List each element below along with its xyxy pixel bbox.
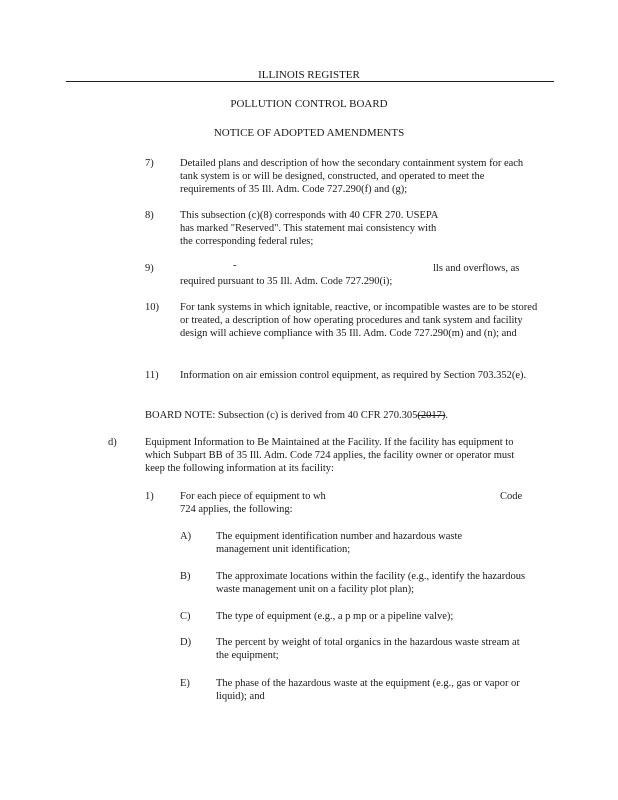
- item-7-label: 7): [145, 158, 154, 169]
- sub-item-c-label: C): [180, 611, 191, 622]
- item-11-label: 11): [145, 370, 159, 381]
- board-note-struck: (2017): [417, 410, 446, 421]
- item-7-text: Detailed plans and description of how the secondary containment system for each tank system is or will be designed, constructed, and operated to meet the requirements of 35 Ill. Adm. Code 727.290(f) and (g);: [180, 158, 524, 195]
- sub-1-text-end: Code: [500, 491, 523, 502]
- sub-item-e-label: E): [180, 678, 190, 689]
- board-title: POLLUTION CONTROL BOARD: [230, 98, 388, 110]
- item-9-label: 9): [145, 263, 154, 274]
- item-10-label: 10): [145, 302, 159, 313]
- board-note-text: BOARD NOTE: Subsection (c) is derived from 40 CFR 270.305: [145, 410, 418, 421]
- item-9-text-end: lls and overflows, as: [433, 263, 520, 274]
- register-title: ILLINOIS REGISTER: [258, 69, 360, 81]
- sub-1-text-start: For each piece of equipment to wh: [180, 491, 326, 502]
- item-10-text: For tank systems in which ignitable, reactive, or incompatible wastes are to be stored or treated, a description of how operating procedures and tank system and facility design will achieve compliance with 35 Ill. Adm. Code 727.290(m) and (n); and: [180, 302, 538, 339]
- sub-item-b-text: The approximate locations within the facility (e.g., identify the hazardous waste management unit on a facility plot plan);: [216, 571, 526, 595]
- item-9-text-line2: required pursuant to 35 Ill. Adm. Code 727.290(i);: [180, 276, 393, 287]
- sub-1-label: 1): [145, 491, 154, 502]
- board-note: [145, 409, 565, 422]
- item-11-text: Information on air emission control equipment, as required by Section 703.352(e).: [180, 370, 527, 381]
- sub-item-d-label: D): [180, 637, 192, 648]
- board-note-end: .: [445, 410, 449, 421]
- section-d-label: d): [108, 437, 117, 448]
- item-8-text: This subsection (c)(8) corresponds with 40 CFR 270. USEPA has marked "Reserved". This statement mai consistency with the corresponding federal rules;: [180, 210, 438, 247]
- notice-title: NOTICE OF ADOPTED AMENDMENTS: [213, 127, 405, 139]
- item-9-text-start: -: [233, 260, 237, 271]
- sub-item-a-label: A): [180, 531, 192, 542]
- sub-1-text-line2: 724 applies, the following:: [180, 504, 293, 515]
- item-8-label: 8): [145, 210, 154, 221]
- sub-item-b-label: B): [180, 571, 191, 582]
- sub-item-e-text: The phase of the hazardous waste at the equipment (e.g., gas or vapor or liquid); and: [216, 678, 520, 702]
- section-d-text: Equipment Information to Be Maintained at the Facility. If the facility has equipment to which Subpart BB of 35 Ill. Adm. Code 724 applies, the facility owner or operator must keep the following information at its facility:: [145, 437, 515, 474]
- sub-item-c-text: The type of equipment (e.g., a p mp or a pipeline valve);: [216, 611, 454, 622]
- sub-item-d-text: The percent by weight of total organics in the hazardous waste stream at the equipment;: [216, 637, 520, 661]
- sub-item-a-text: The equipment identification number and hazardous waste management unit identification;: [216, 531, 463, 555]
